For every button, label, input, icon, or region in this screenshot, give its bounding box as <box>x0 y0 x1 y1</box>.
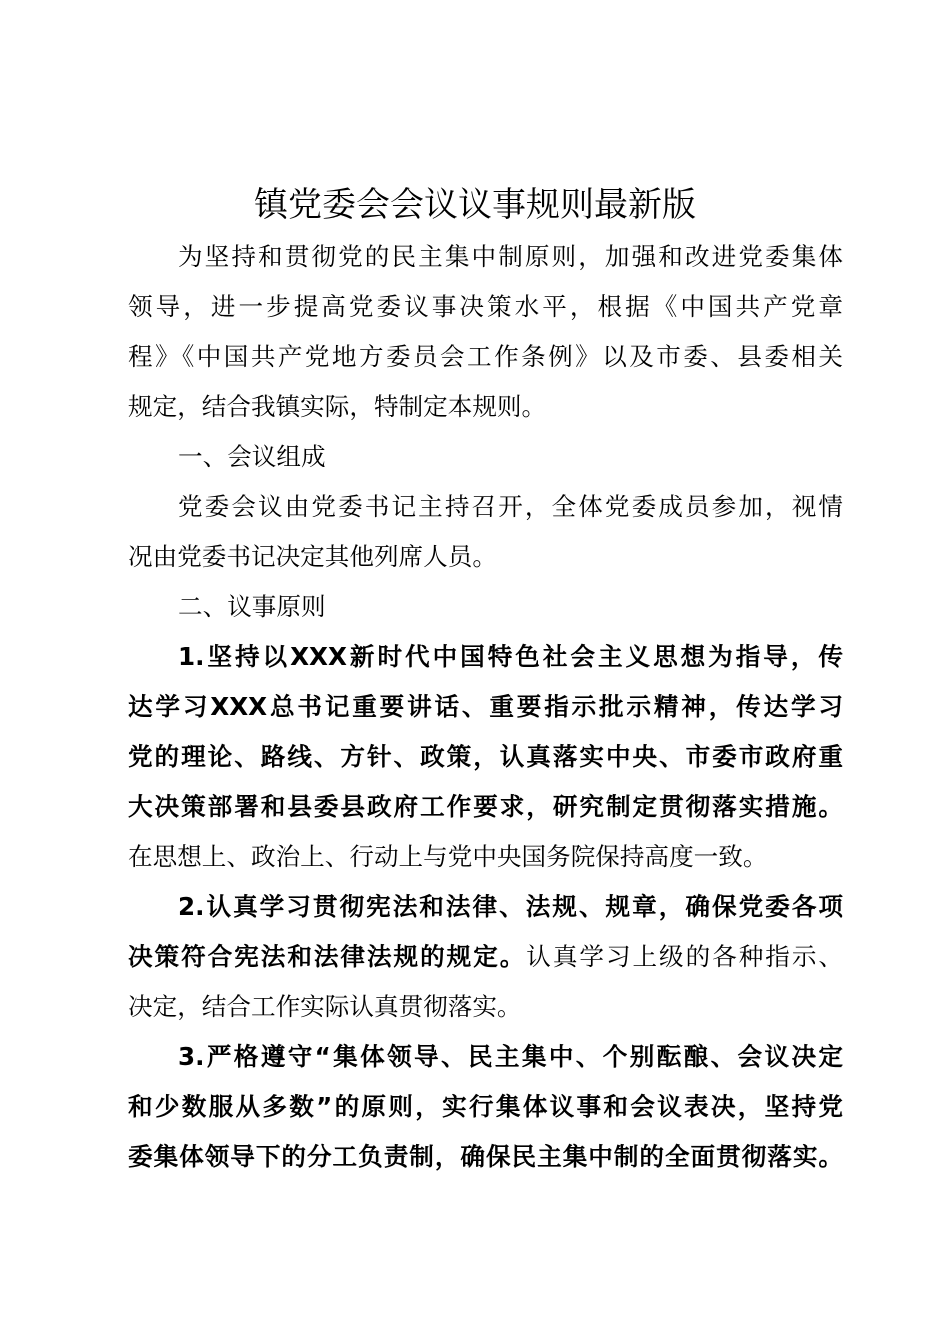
paragraph-line: 达学习XXX总书记重要讲话、重要指示批示精神，传达学习 <box>128 692 843 721</box>
paragraph-line: 决定，结合工作实际认真贯彻落实。 <box>128 992 522 1021</box>
paragraph-line: 1.坚持以XXX新时代中国特色社会主义思想为指导，传 <box>178 642 843 671</box>
paragraph-line: 为坚持和贯彻党的民主集中制原则，加强和改进党委集体 <box>178 242 843 271</box>
paragraph-line: 委集体领导下的分工负责制，确保民主集中制的全面贯彻落实。 <box>128 1142 843 1171</box>
paragraph-line: 领导，进一步提高党委议事决策水平，根据《中国共产党章 <box>128 292 843 321</box>
paragraph-line: 规定，结合我镇实际，特制定本规则。 <box>128 392 547 421</box>
document-title: 镇党委会会议议事规则最新版 <box>254 185 696 225</box>
paragraph-line: 程》《中国共产党地方委员会工作条例》以及市委、县委相关 <box>128 342 843 371</box>
text-segment: 决策符合宪法和法律法规的规定。 <box>128 942 527 971</box>
paragraph-line: 党的理论、路线、方针、政策，认真落实中央、市委市政府重 <box>128 742 843 771</box>
paragraph-line: 一、会议组成 <box>178 442 326 471</box>
paragraph-line: 党委会议由党委书记主持召开，全体党委成员参加，视情 <box>178 492 843 521</box>
text-segment: 2.认真学习贯彻宪法和法律、法规、规章，确保党委各项 <box>178 892 843 921</box>
paragraph-line: 二、议事原则 <box>178 592 326 621</box>
document-body <box>128 232 843 1182</box>
paragraph-line <box>128 882 843 932</box>
paragraph-line: 在思想上、政治上、行动上与党中央国务院保持高度一致。 <box>128 842 768 871</box>
paragraph-line: 和少数服从多数”的原则，实行集体议事和会议表决，坚持党 <box>128 1092 843 1121</box>
paragraph-line: 况由党委书记决定其他列席人员。 <box>128 542 497 571</box>
paragraph-line: 大决策部署和县委县政府工作要求，研究制定贯彻落实措施。 <box>128 792 843 821</box>
text-segment: 认真学习上级的各种指示、 <box>526 942 843 971</box>
paragraph-line: 3.严格遵守“集体领导、民主集中、个别酝酿、会议决定 <box>178 1042 843 1071</box>
paragraph-line <box>128 932 843 982</box>
